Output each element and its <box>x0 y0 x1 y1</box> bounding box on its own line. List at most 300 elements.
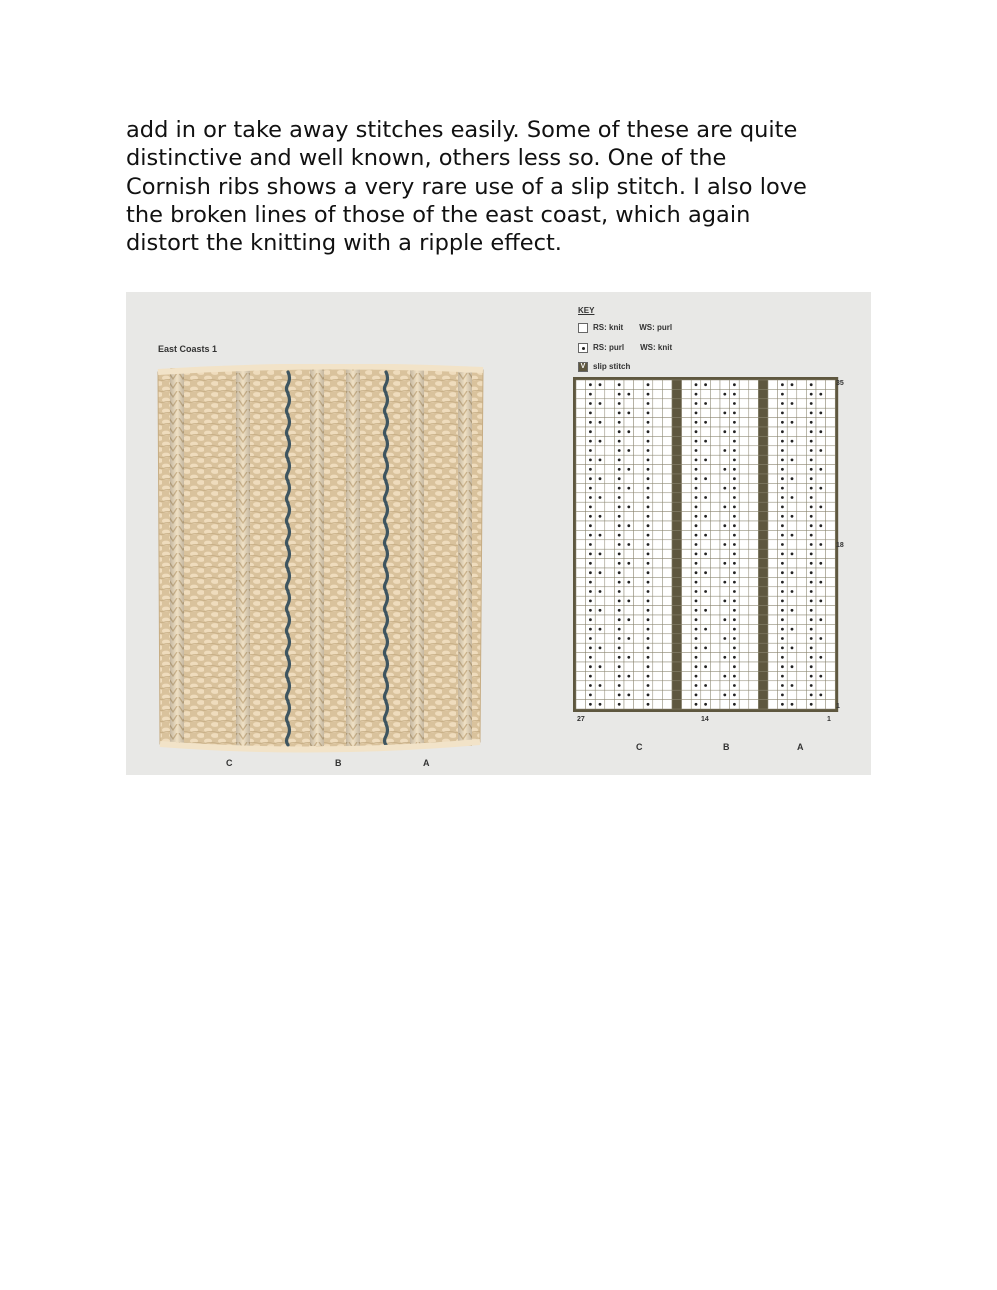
purl-dot <box>723 675 726 678</box>
chart-cell <box>797 671 807 680</box>
chart-cell <box>797 700 807 709</box>
chart-cell <box>710 399 720 408</box>
chart-cell <box>634 436 644 445</box>
purl-dot <box>733 684 736 687</box>
purl-dot <box>819 675 822 678</box>
purl-dot <box>704 496 707 499</box>
purl-dot <box>589 459 592 462</box>
purl-dot <box>733 459 736 462</box>
chart-cell <box>787 465 797 474</box>
purl-dot <box>781 553 784 556</box>
chart-cell <box>826 474 836 483</box>
chart-cell <box>605 540 615 549</box>
purl-dot <box>791 421 794 424</box>
purl-dot <box>733 562 736 565</box>
purl-dot <box>618 665 621 668</box>
chart-cell <box>701 615 711 624</box>
chart-cell <box>739 408 749 417</box>
chart-cell-slip <box>758 587 768 596</box>
chart-cell <box>768 530 778 539</box>
chart-cell-slip <box>672 624 682 633</box>
purl-dot <box>819 487 822 490</box>
chart-cell <box>797 380 807 389</box>
chart-cell <box>624 493 634 502</box>
chart-cell <box>605 455 615 464</box>
chart-cell <box>797 408 807 417</box>
chart-cell <box>768 502 778 511</box>
chart-cell <box>682 399 692 408</box>
chart-cell <box>662 465 672 474</box>
chart-cell <box>624 418 634 427</box>
chart-cell <box>710 653 720 662</box>
purl-dot <box>599 703 602 706</box>
chart-cell <box>720 512 730 521</box>
chart-cell <box>624 474 634 483</box>
purl-dot <box>733 647 736 650</box>
purl-dot <box>810 637 813 640</box>
chart-cell <box>739 671 749 680</box>
chart-cell <box>739 512 749 521</box>
chart-cell <box>768 436 778 445</box>
purl-dot <box>733 543 736 546</box>
purl-dot <box>723 581 726 584</box>
purl-dot <box>695 703 698 706</box>
purl-dot <box>695 675 698 678</box>
purl-dot <box>647 412 650 415</box>
chart-cell <box>826 521 836 530</box>
purl-dot <box>733 383 736 386</box>
chart-cell <box>710 624 720 633</box>
chart-cell <box>826 389 836 398</box>
purl-dot <box>589 571 592 574</box>
chart-cell <box>710 521 720 530</box>
chart-cell <box>605 436 615 445</box>
chart-cell <box>797 662 807 671</box>
stitch-chart <box>566 292 871 775</box>
chart-cell <box>797 502 807 511</box>
chart-cell <box>653 643 663 652</box>
chart-cell <box>739 446 749 455</box>
purl-dot <box>589 553 592 556</box>
chart-cell-slip <box>672 653 682 662</box>
chart-cell <box>605 465 615 474</box>
chart-cell <box>653 530 663 539</box>
purl-dot <box>781 543 784 546</box>
chart-cell <box>653 465 663 474</box>
purl-dot <box>819 694 822 697</box>
purl-dot <box>781 449 784 452</box>
chart-cell <box>749 389 759 398</box>
purl-dot <box>589 440 592 443</box>
chart-cell <box>797 436 807 445</box>
chart-cell <box>576 577 586 586</box>
chart-cell <box>576 549 586 558</box>
purl-dot <box>599 421 602 424</box>
chart-cell <box>826 634 836 643</box>
chart-cell <box>701 690 711 699</box>
purl-dot <box>695 393 698 396</box>
chart-cell <box>749 653 759 662</box>
chart-cell <box>826 399 836 408</box>
purl-dot <box>810 628 813 631</box>
purl-dot <box>599 665 602 668</box>
purl-dot <box>589 524 592 527</box>
chart-cell <box>816 399 826 408</box>
purl-dot <box>627 468 630 471</box>
chart-cell <box>662 418 672 427</box>
purl-dot <box>723 562 726 565</box>
purl-dot <box>695 430 698 433</box>
chart-cell <box>739 521 749 530</box>
purl-dot <box>733 430 736 433</box>
chart-cell <box>710 634 720 643</box>
chart-cell <box>710 436 720 445</box>
purl-dot <box>733 590 736 593</box>
chart-cell <box>720 643 730 652</box>
chart-cell <box>634 606 644 615</box>
chart-cell <box>682 643 692 652</box>
purl-dot <box>781 656 784 659</box>
chart-cell-slip <box>758 418 768 427</box>
chart-cell-slip <box>672 577 682 586</box>
purl-dot <box>647 477 650 480</box>
chart-cell <box>576 540 586 549</box>
chart-cell <box>682 540 692 549</box>
purl-dot <box>695 506 698 509</box>
chart-cell <box>739 634 749 643</box>
purl-dot <box>810 477 813 480</box>
chart-cell <box>720 587 730 596</box>
chart-cell <box>749 587 759 596</box>
purl-dot <box>647 571 650 574</box>
chart-cell <box>710 690 720 699</box>
chart-cell-slip <box>758 530 768 539</box>
chart-cell <box>576 502 586 511</box>
purl-dot <box>618 618 621 621</box>
chart-cell <box>768 418 778 427</box>
purl-dot <box>733 600 736 603</box>
purl-dot <box>733 402 736 405</box>
purl-dot <box>695 496 698 499</box>
chart-cell <box>624 549 634 558</box>
paragraph-line: distort the knitting with a ripple effect. <box>126 230 562 257</box>
purl-dot <box>781 694 784 697</box>
purl-dot <box>733 393 736 396</box>
chart-cell <box>624 643 634 652</box>
chart-cell <box>710 615 720 624</box>
chart-cell <box>605 399 615 408</box>
swatch-rib-shade <box>410 368 424 746</box>
chart-cell <box>653 436 663 445</box>
purl-dot <box>723 618 726 621</box>
purl-dot <box>695 468 698 471</box>
purl-dot <box>589 430 592 433</box>
purl-dot <box>819 468 822 471</box>
purl-dot <box>733 449 736 452</box>
chart-cell <box>797 474 807 483</box>
purl-dot <box>695 524 698 527</box>
chart-cell <box>701 559 711 568</box>
purl-dot <box>704 703 707 706</box>
chart-cell <box>797 690 807 699</box>
chart-cell <box>826 540 836 549</box>
purl-dot <box>723 487 726 490</box>
chart-cell <box>653 408 663 417</box>
chart-cell <box>682 700 692 709</box>
chart-cell <box>576 671 586 680</box>
purl-dot <box>647 393 650 396</box>
purl-dot <box>791 534 794 537</box>
chart-cell <box>662 624 672 633</box>
purl-dot <box>819 449 822 452</box>
chart-cell <box>576 596 586 605</box>
purl-dot <box>618 393 621 396</box>
purl-dot <box>723 524 726 527</box>
purl-dot <box>791 647 794 650</box>
purl-dot <box>589 665 592 668</box>
chart-cell-slip <box>758 427 768 436</box>
chart-cell <box>749 606 759 615</box>
chart-cell-slip <box>672 408 682 417</box>
purl-dot <box>647 487 650 490</box>
purl-dot <box>695 590 698 593</box>
chart-cell <box>739 549 749 558</box>
purl-dot <box>647 647 650 650</box>
chart-cell-slip <box>758 483 768 492</box>
chart-cell <box>605 483 615 492</box>
chart-cell <box>768 587 778 596</box>
chart-cell <box>768 681 778 690</box>
chart-cell <box>662 681 672 690</box>
purl-dot <box>819 637 822 640</box>
purl-dot <box>819 581 822 584</box>
chart-cell <box>662 606 672 615</box>
chart-cell <box>595 671 605 680</box>
purl-dot <box>704 421 707 424</box>
chart-cell <box>797 606 807 615</box>
chart-cell-slip <box>758 474 768 483</box>
purl-dot <box>647 618 650 621</box>
purl-dot <box>723 600 726 603</box>
chart-cell <box>595 465 605 474</box>
chart-cell <box>595 559 605 568</box>
stitch-number-right: 1 <box>827 716 831 723</box>
chart-cell <box>749 549 759 558</box>
purl-dot <box>589 496 592 499</box>
chart-cell <box>595 502 605 511</box>
purl-dot <box>781 581 784 584</box>
purl-dot <box>618 647 621 650</box>
purl-dot <box>810 590 813 593</box>
chart-cell <box>634 653 644 662</box>
purl-dot <box>791 515 794 518</box>
chart-cell-slip <box>758 662 768 671</box>
chart-cell <box>710 606 720 615</box>
chart-cell <box>768 427 778 436</box>
purl-dot <box>810 647 813 650</box>
chart-cell <box>710 502 720 511</box>
purl-dot <box>618 430 621 433</box>
purl-dot <box>733 571 736 574</box>
chart-cell <box>816 493 826 502</box>
purl-dot <box>695 618 698 621</box>
chart-cell <box>720 530 730 539</box>
chart-cell <box>768 512 778 521</box>
chart-cell <box>816 380 826 389</box>
chart-cell <box>739 568 749 577</box>
chart-cell <box>739 380 749 389</box>
chart-cell <box>797 634 807 643</box>
chart-cell <box>605 634 615 643</box>
purl-dot <box>589 506 592 509</box>
purl-dot <box>589 618 592 621</box>
swatch-rib-shade <box>310 368 324 746</box>
purl-dot <box>589 590 592 593</box>
chart-cell <box>682 408 692 417</box>
purl-dot <box>647 459 650 462</box>
chart-cell <box>749 436 759 445</box>
chart-cell <box>701 596 711 605</box>
chart-cell <box>739 662 749 671</box>
purl-dot <box>791 496 794 499</box>
chart-cell <box>768 465 778 474</box>
chart-column-label-c: C <box>636 742 643 752</box>
chart-cell <box>576 418 586 427</box>
paragraph-line: add in or take away stitches easily. Some of these are quite <box>126 117 798 143</box>
purl-dot <box>791 684 794 687</box>
chart-cell <box>701 427 711 436</box>
chart-cell <box>662 690 672 699</box>
chart-cell <box>768 540 778 549</box>
chart-cell <box>595 408 605 417</box>
purl-dot <box>647 675 650 678</box>
chart-cell-slip <box>672 512 682 521</box>
chart-cell <box>787 671 797 680</box>
row-number-top: 35 <box>836 380 844 387</box>
purl-dot <box>695 487 698 490</box>
purl-dot <box>599 647 602 650</box>
chart-cell <box>826 653 836 662</box>
chart-cell <box>662 427 672 436</box>
chart-cell <box>682 568 692 577</box>
purl-dot <box>647 506 650 509</box>
chart-cell <box>682 474 692 483</box>
chart-cell <box>826 436 836 445</box>
chart-cell <box>826 530 836 539</box>
purl-dot <box>723 637 726 640</box>
chart-cell <box>797 455 807 464</box>
chart-cell <box>701 446 711 455</box>
purl-dot <box>695 600 698 603</box>
stitch-figure <box>126 292 871 775</box>
chart-cell <box>720 436 730 445</box>
chart-cell <box>576 559 586 568</box>
chart-cell <box>653 681 663 690</box>
chart-cell <box>682 615 692 624</box>
purl-dot <box>647 562 650 565</box>
purl-dot <box>723 656 726 659</box>
chart-cell-slip <box>758 455 768 464</box>
chart-cell <box>720 624 730 633</box>
purl-dot <box>733 421 736 424</box>
purl-dot <box>723 506 726 509</box>
chart-cell-slip <box>758 465 768 474</box>
purl-dot <box>791 383 794 386</box>
purl-dot <box>704 609 707 612</box>
chart-cell <box>826 662 836 671</box>
chart-cell-slip <box>758 690 768 699</box>
purl-dot <box>704 665 707 668</box>
chart-cell <box>682 483 692 492</box>
chart-cell <box>662 568 672 577</box>
chart-cell <box>739 455 749 464</box>
chart-cell <box>739 700 749 709</box>
chart-cell <box>710 427 720 436</box>
purl-dot <box>647 590 650 593</box>
chart-cell <box>787 483 797 492</box>
purl-dot <box>618 534 621 537</box>
chart-cell <box>701 634 711 643</box>
purl-dot <box>733 524 736 527</box>
purl-dot <box>627 562 630 565</box>
purl-dot <box>618 694 621 697</box>
body-paragraph <box>126 116 886 257</box>
chart-cell <box>787 559 797 568</box>
chart-cell <box>662 446 672 455</box>
purl-dot <box>647 665 650 668</box>
purl-dot <box>819 412 822 415</box>
chart-cell <box>634 587 644 596</box>
chart-cell <box>576 408 586 417</box>
chart-cell <box>653 427 663 436</box>
chart-cell <box>826 624 836 633</box>
purl-dot <box>791 477 794 480</box>
chart-cell <box>720 568 730 577</box>
chart-cell-slip <box>672 455 682 464</box>
chart-cell-slip <box>672 380 682 389</box>
chart-cell <box>576 653 586 662</box>
purl-dot <box>810 524 813 527</box>
swatch-column-label-b: B <box>335 758 342 768</box>
purl-dot <box>589 383 592 386</box>
chart-cell <box>787 615 797 624</box>
purl-dot <box>810 618 813 621</box>
swatch-rib-shade <box>170 368 184 746</box>
chart-cell <box>576 436 586 445</box>
chart-cell-slip <box>672 606 682 615</box>
chart-cell <box>768 389 778 398</box>
chart-cell <box>605 418 615 427</box>
chart-cell <box>749 446 759 455</box>
chart-cell <box>634 700 644 709</box>
purl-dot <box>695 383 698 386</box>
chart-cell <box>576 615 586 624</box>
chart-cell-slip <box>758 549 768 558</box>
purl-dot <box>599 571 602 574</box>
purl-dot <box>733 534 736 537</box>
chart-cell <box>739 530 749 539</box>
chart-cell-slip <box>672 474 682 483</box>
chart-cell <box>634 446 644 455</box>
purl-dot <box>819 506 822 509</box>
chart-cell <box>682 577 692 586</box>
purl-dot <box>810 694 813 697</box>
purl-dot <box>781 590 784 593</box>
chart-cell <box>768 380 778 389</box>
purl-dot <box>627 618 630 621</box>
chart-cell <box>826 502 836 511</box>
purl-dot <box>819 393 822 396</box>
